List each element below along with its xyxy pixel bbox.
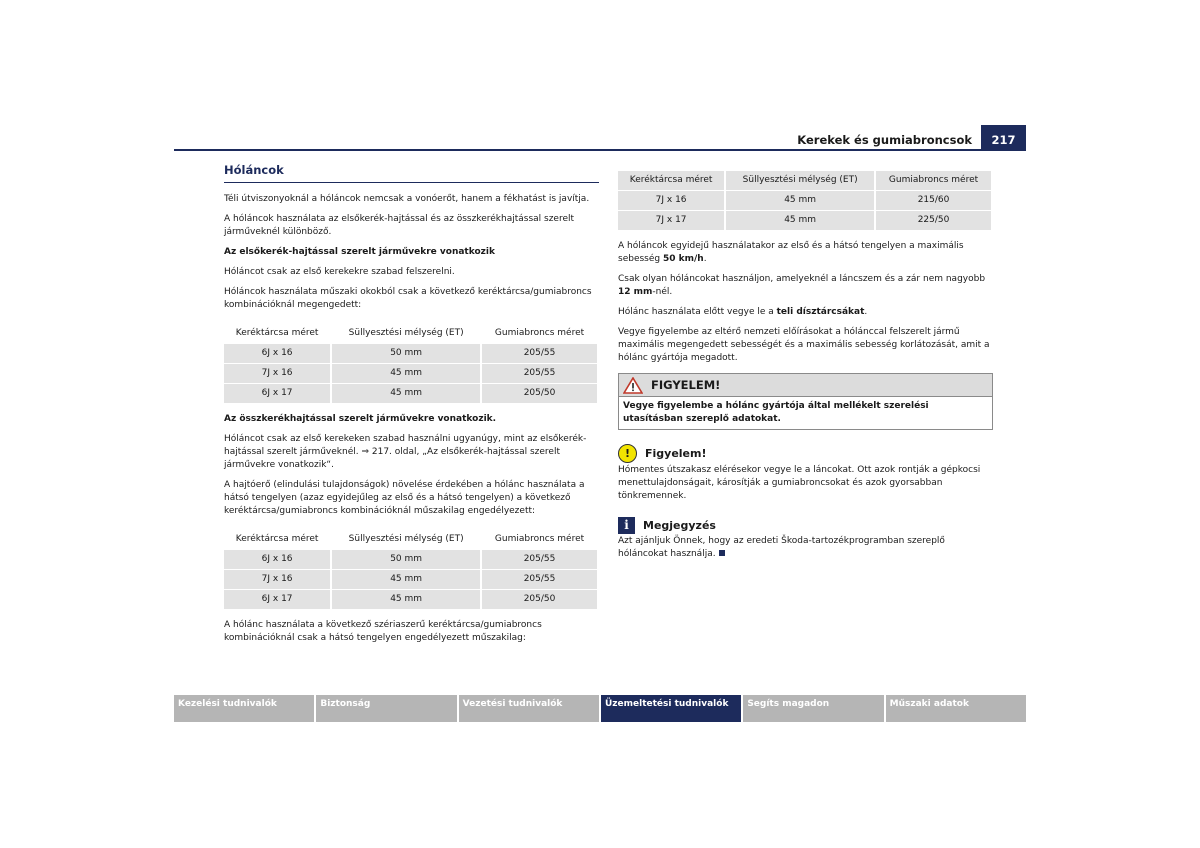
warning-title: FIGYELEM!: [651, 377, 721, 392]
nav-tab-segits[interactable]: Segíts magadon: [743, 695, 883, 722]
paragraph: Hóláncot csak az első kerekeken szabad használni ugyanúgy, mint az elsőkerék-hajtással szerelt járműveknél. ⇒ 217. oldal, „Az elsőkerék-hajtással szerelt járművekre vonatkozik“.: [224, 434, 587, 470]
paragraph: Vegye figyelembe az eltérő nemzeti előírásokat a hólánccal felszerelt jármű maximális megengedett sebességét és a maximális sebesség korlátozását, amit a hólánc gyártója megadott.: [618, 327, 990, 363]
table-cell: 205/50: [481, 384, 598, 404]
table-cell: 7J x 16: [224, 570, 331, 590]
chain-size-paragraph: [618, 273, 993, 299]
note-header: [618, 517, 993, 534]
info-icon: i: [618, 517, 635, 534]
paragraph: Hóláncot csak az első kerekekre szabad felszerelni.: [224, 267, 455, 277]
table-cell: 7J x 16: [224, 364, 331, 384]
header-divider: [174, 149, 1026, 151]
warning-header: [619, 374, 992, 397]
note-title: Megjegyzés: [643, 519, 716, 532]
table-cell: 45 mm: [725, 211, 875, 231]
text-span: .: [703, 254, 707, 264]
table-header-cell: Keréktárcsa méret: [618, 171, 725, 191]
subheading-front-drive: Az elsőkerék-hajtással szerelt járművekre vonatkozik: [224, 247, 495, 257]
nav-tab-biztonsag[interactable]: Biztonság: [316, 695, 456, 722]
hubcap-term: teli dísztárcsákat: [776, 307, 865, 317]
warning-text: Vegye figyelembe a hólánc gyártója által mellékelt szerelési utasításban szereplő adatokat.: [623, 401, 929, 424]
note-text: Azt ajánljuk Önnek, hogy az eredeti Škoda-tartozékprogramban szereplő hóláncokat használja.: [618, 536, 945, 559]
subheading-all-wheel-drive: Az összkerékhajtással szerelt járművekre vonatkozik.: [224, 414, 497, 424]
table-header-row: [224, 530, 598, 550]
table-cell: 205/55: [481, 550, 598, 570]
front-drive-table: [224, 324, 599, 403]
table-row: [618, 211, 992, 231]
table-row: [224, 570, 598, 590]
text-span: A hóláncok egyidejű használatakor az első és a hátsó tengelyen a maximális sebesség: [618, 241, 964, 264]
rear-axle-table: [618, 171, 993, 230]
text-span: -nél.: [652, 287, 673, 297]
paragraph: A hólánc használata a következő szériaszerű keréktárcsa/gumiabroncs kombinációknál csak a hátsó tengelyen engedélyezett műszakilag:: [224, 620, 542, 643]
left-column: [224, 164, 599, 652]
table-cell: 50 mm: [331, 550, 481, 570]
chapter-nav-bar: [174, 695, 1026, 722]
table-cell: 215/60: [875, 191, 992, 211]
speed-value: 50 km/h: [662, 254, 704, 264]
nav-tab-muszaki[interactable]: Műszaki adatok: [886, 695, 1026, 722]
paragraph: A hóláncok használata az elsőkerék-hajtással és az összkerékhajtással szerelt járműveknél különböző.: [224, 214, 575, 237]
table-cell: 7J x 16: [618, 191, 725, 211]
table-cell: 6J x 17: [224, 384, 331, 404]
table-row: [224, 344, 598, 364]
table-header-cell: Gumiabroncs méret: [875, 171, 992, 191]
table-cell: 225/50: [875, 211, 992, 231]
table-row: [618, 191, 992, 211]
table-cell: 205/50: [481, 590, 598, 610]
table-row: [224, 364, 598, 384]
table-header-cell: Gumiabroncs méret: [481, 324, 598, 344]
caution-text: Hómentes útszakasz elérésekor vegye le a láncokat. Ott azok rontják a gépkocsi menettulajdonságait, károsítják a gumiabroncsokat és azok gyorsabban tönkremennek.: [618, 465, 981, 501]
caution-title: Figyelem!: [645, 447, 707, 460]
caution-header: [618, 444, 993, 463]
nav-tab-vezetesi[interactable]: Vezetési tudnivalók: [459, 695, 599, 722]
text-span: .: [864, 307, 868, 317]
table-cell: 45 mm: [725, 191, 875, 211]
right-column: [618, 171, 993, 568]
table-cell: 6J x 17: [224, 590, 331, 610]
table-cell: 45 mm: [331, 570, 481, 590]
text-span: Hólánc használata előtt vegye le a: [618, 307, 777, 317]
caution-icon: !: [618, 444, 637, 463]
all-wheel-drive-table: [224, 530, 599, 609]
table-cell: 45 mm: [331, 364, 481, 384]
warning-box: [618, 373, 993, 430]
table-header-cell: Keréktárcsa méret: [224, 324, 331, 344]
table-cell: 45 mm: [331, 384, 481, 404]
paragraph: Hóláncok használata műszaki okokból csak a következő keréktárcsa/gumiabroncs kombinációknál megengedett:: [224, 287, 592, 310]
table-cell: 50 mm: [331, 344, 481, 364]
hubcap-paragraph: [618, 306, 993, 319]
nav-tab-kezelesi[interactable]: Kezelési tudnivalók: [174, 695, 314, 722]
paragraph: A hajtóerő (elindulási tulajdonságok) növelése érdekében a hólánc használata a hátsó tengelyen (azaz egyidejűleg az első és a hátsó tengelyen) a következő keréktárcsa/gumiabroncs kombinációknál műszakilag engedélyezett:: [224, 480, 585, 516]
section-header-title: Kerekek és gumiabroncsok: [797, 133, 972, 147]
table-header-row: [618, 171, 992, 191]
table-header-cell: Gumiabroncs méret: [481, 530, 598, 550]
note-paragraph: [618, 535, 993, 561]
warning-triangle-icon: [623, 377, 643, 394]
table-header-cell: Süllyesztési mélység (ET): [331, 530, 481, 550]
table-row: [224, 550, 598, 570]
table-header-row: [224, 324, 598, 344]
intro-paragraph: Téli útviszonyoknál a hóláncok nemcsak a vonóerőt, hanem a fékhatást is javítja.: [224, 194, 590, 204]
text-span: Csak olyan hóláncokat használjon, amelyeknél a láncszem és a zár nem nagyobb: [618, 274, 986, 284]
table-cell: 45 mm: [331, 590, 481, 610]
table-header-cell: Süllyesztési mélység (ET): [331, 324, 481, 344]
speed-limit-paragraph: [618, 240, 993, 266]
table-header-cell: Süllyesztési mélység (ET): [725, 171, 875, 191]
chain-size-value: 12 mm: [618, 287, 653, 297]
page-number: 217: [981, 125, 1026, 150]
table-cell: 205/55: [481, 364, 598, 384]
table-header-cell: Keréktárcsa méret: [224, 530, 331, 550]
table-cell: 7J x 17: [618, 211, 725, 231]
table-cell: 6J x 16: [224, 550, 331, 570]
table-row: [224, 590, 598, 610]
nav-tab-uzemeltetesi[interactable]: Üzemeltetési tudnivalók: [601, 695, 741, 722]
end-of-section-icon: [719, 550, 725, 556]
table-row: [224, 384, 598, 404]
table-cell: 205/55: [481, 344, 598, 364]
table-cell: 6J x 16: [224, 344, 331, 364]
table-cell: 205/55: [481, 570, 598, 590]
section-title: Hóláncok: [224, 164, 599, 183]
